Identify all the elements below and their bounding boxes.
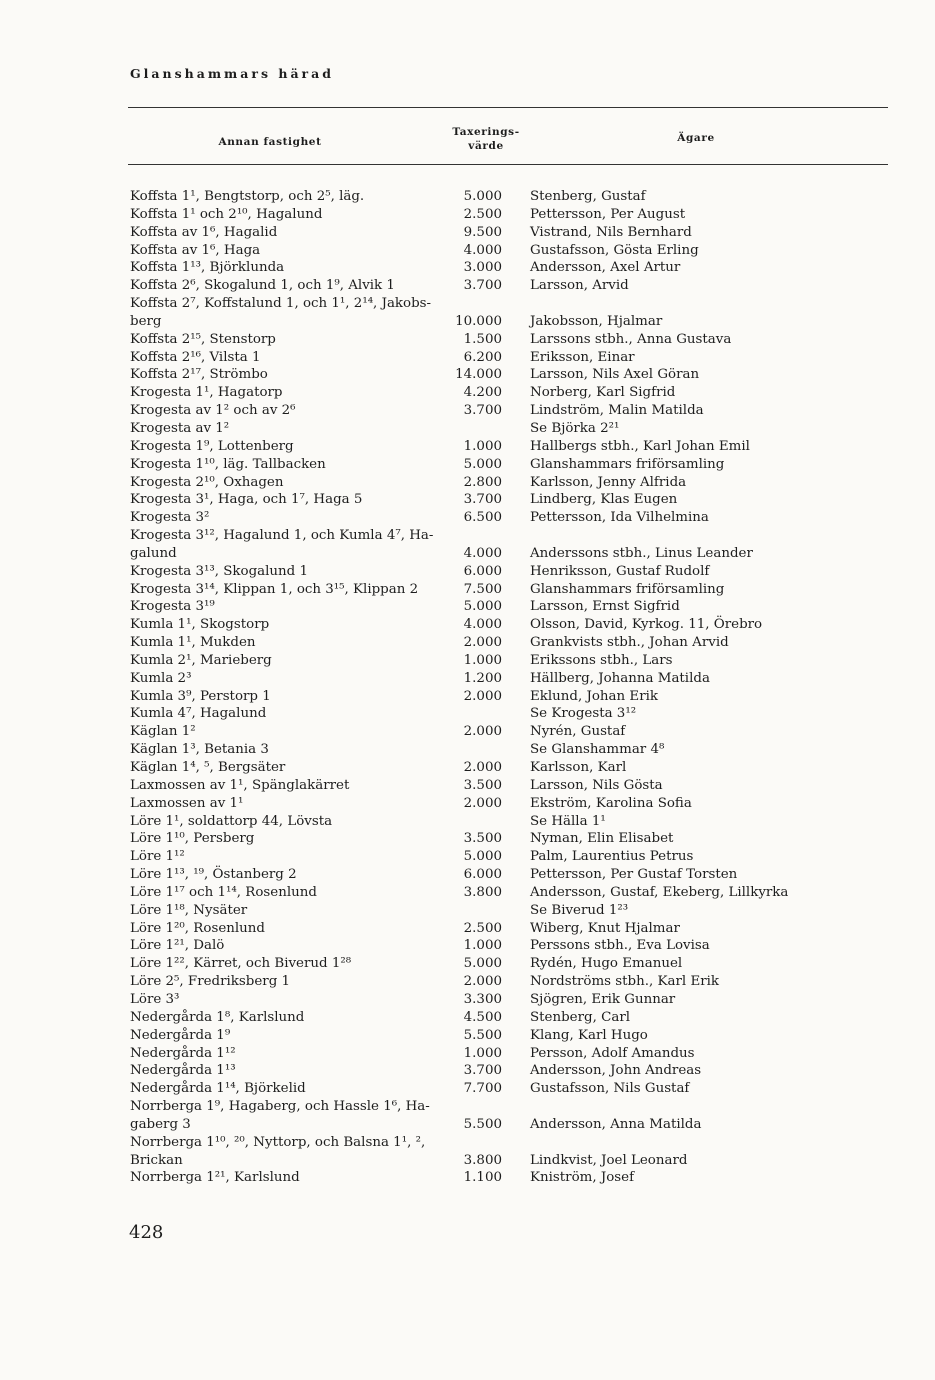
owner-cell: Stenberg, Carl (530, 1009, 630, 1025)
table-row (0, 973, 935, 991)
table-row (0, 813, 935, 831)
property-cell: Nedergårda 1⁸, Karlslund (130, 1009, 305, 1025)
property-cell: Löre 1¹³, ¹⁹, Östanberg 2 (130, 867, 297, 883)
value-cell: 1.000 (463, 652, 502, 668)
property-cell: Kumla 2¹, Marieberg (130, 652, 272, 668)
table-row (0, 545, 935, 563)
value-cell: 1.100 (463, 1170, 502, 1186)
property-cell: Krogesta 2¹⁰, Oxhagen (130, 474, 284, 490)
owner-cell: Larsson, Arvid (530, 278, 629, 294)
value-cell: 1.200 (463, 670, 502, 686)
property-cell: Koffsta 2¹⁷, Strömbo (130, 367, 268, 383)
value-cell: 6.000 (463, 867, 502, 883)
table-row (0, 795, 935, 813)
table-row (0, 259, 935, 277)
value-cell: 3.500 (463, 777, 502, 793)
owner-cell: Nyman, Elin Elisabet (530, 831, 674, 847)
value-cell: 5.000 (463, 956, 502, 972)
owner-cell: Jakobsson, Hjalmar (530, 313, 663, 329)
value-cell: 4.200 (463, 385, 502, 401)
owner-cell: Se Hälla 1¹ (530, 813, 606, 829)
property-cell: Koffsta av 1⁶, Hagalid (130, 224, 278, 240)
property-cell: Laxmossen av 1¹, Spänglakärret (130, 777, 350, 793)
owner-cell: Glanshammars friförsamling (530, 581, 725, 597)
owner-cell: Vistrand, Nils Bernhard (530, 224, 692, 240)
table-row (0, 188, 935, 206)
value-cell: 5.500 (463, 1116, 502, 1132)
table-row (0, 1027, 935, 1045)
value-cell: 4.000 (463, 617, 502, 633)
table-row (0, 456, 935, 474)
owner-cell: Erikssons stbh., Lars (530, 652, 673, 668)
value-cell: 3.700 (463, 1063, 502, 1079)
table-row (0, 224, 935, 242)
table-row (0, 366, 935, 384)
table-row (0, 509, 935, 527)
table-row (0, 1152, 935, 1170)
value-cell: 5.500 (463, 1027, 502, 1043)
value-cell: 4.500 (463, 1009, 502, 1025)
value-cell: 4.000 (463, 545, 502, 561)
column-header-owner: Ägare (677, 132, 715, 144)
value-cell: 2.000 (463, 724, 502, 740)
property-cell: Krogesta 1¹⁰, läg. Tallbacken (130, 456, 326, 472)
value-cell: 3.800 (463, 1152, 502, 1168)
owner-cell: Andersson, John Andreas (530, 1063, 702, 1079)
table-row (0, 242, 935, 260)
table-row (0, 670, 935, 688)
table-row (0, 848, 935, 866)
owner-cell: Sjögren, Erik Gunnar (530, 991, 676, 1007)
table-row (0, 581, 935, 599)
property-cell: Kumla 3⁹, Perstorp 1 (130, 688, 271, 704)
owner-cell: Karlsson, Karl (530, 760, 627, 775)
value-cell: 6.200 (463, 349, 502, 365)
owner-cell: Gustafsson, Gösta Erling (530, 242, 699, 258)
header-rule-bottom (128, 164, 888, 165)
owner-cell: Palm, Laurentius Petrus (530, 849, 694, 865)
table-row (0, 991, 935, 1009)
table-row (0, 1045, 935, 1063)
table-row (0, 1080, 935, 1098)
property-cell: Laxmossen av 1¹ (130, 795, 244, 811)
property-cell: Löre 1²⁰, Rosenlund (130, 920, 265, 936)
owner-cell: Nyrén, Gustaf (530, 724, 626, 740)
property-cell: Löre 1¹⁰, Persberg (130, 831, 255, 847)
property-cell: Käglan 1⁴, ⁵, Bergsäter (130, 760, 286, 775)
table-row (0, 206, 935, 224)
table-row (0, 777, 935, 795)
property-cell: gaberg 3 (130, 1116, 191, 1132)
table-row (0, 1098, 935, 1116)
table-row (0, 1134, 935, 1152)
owner-cell: Nordströms stbh., Karl Erik (530, 974, 720, 990)
property-cell: Kumla 1¹, Mukden (130, 635, 256, 651)
owner-cell: Pettersson, Per August (530, 206, 686, 222)
column-header-value-line1: Taxerings- (452, 126, 520, 138)
table-row (0, 295, 935, 313)
property-cell: Koffsta 2¹⁶, Vilsta 1 (130, 349, 261, 365)
value-cell: 1.000 (463, 1045, 502, 1061)
table-row (0, 563, 935, 581)
property-cell: Nedergårda 1¹³ (130, 1063, 236, 1079)
owner-cell: Pettersson, Ida Vilhelmina (530, 510, 709, 526)
header-rule-top (128, 107, 888, 108)
value-cell: 1.500 (463, 331, 502, 347)
property-table (0, 188, 935, 1187)
owner-cell: Gustafsson, Nils Gustaf (530, 1081, 690, 1097)
owner-cell: Larsson, Nils Gösta (530, 777, 663, 793)
owner-cell: Stenberg, Gustaf (530, 189, 646, 204)
value-cell: 3.500 (463, 831, 502, 847)
value-cell: 4.000 (463, 242, 502, 258)
value-cell: 3.300 (463, 991, 502, 1007)
property-cell: Nedergårda 1⁹ (130, 1027, 231, 1043)
property-cell: Löre 1¹⁸, Nysäter (130, 902, 248, 918)
owner-cell: Persson, Adolf Amandus (530, 1045, 695, 1061)
owner-cell: Se Glanshammar 4⁸ (530, 742, 665, 758)
property-cell: Käglan 1³, Betania 3 (130, 742, 269, 758)
table-row (0, 349, 935, 367)
table-row (0, 402, 935, 420)
owner-cell: Perssons stbh., Eva Lovisa (530, 938, 710, 954)
running-head: Glanshammars härad (130, 66, 334, 81)
value-cell: 2.000 (463, 635, 502, 651)
value-cell: 7.700 (463, 1081, 502, 1097)
owner-cell: Klang, Karl Hugo (530, 1027, 648, 1043)
value-cell: 5.000 (463, 189, 502, 204)
table-row (0, 866, 935, 884)
owner-cell: Larssons stbh., Anna Gustava (530, 331, 732, 347)
owner-cell: Se Björka 2²¹ (530, 420, 620, 436)
value-cell: 5.000 (463, 456, 502, 472)
table-row (0, 830, 935, 848)
property-cell: Nedergårda 1¹⁴, Björkelid (130, 1081, 306, 1097)
owner-cell: Norberg, Karl Sigfrid (530, 385, 676, 401)
table-row (0, 331, 935, 349)
table-row (0, 937, 935, 955)
property-cell: Krogesta 1⁹, Lottenberg (130, 438, 294, 454)
value-cell: 3.000 (463, 260, 502, 276)
table-row (0, 902, 935, 920)
value-cell: 3.700 (463, 403, 502, 419)
property-cell: Krogesta 3² (130, 510, 210, 526)
table-row (0, 723, 935, 741)
table-row (0, 420, 935, 438)
property-cell: Krogesta av 1² och av 2⁶ (130, 403, 296, 419)
owner-cell: Rydén, Hugo Emanuel (530, 956, 683, 972)
owner-cell: Eklund, Johan Erik (530, 688, 658, 704)
owner-cell: Larsson, Nils Axel Göran (530, 367, 700, 383)
value-cell: 5.000 (463, 599, 502, 615)
property-cell: galund (130, 545, 177, 561)
page-number: 428 (129, 1222, 164, 1243)
owner-cell: Andersson, Anna Matilda (530, 1116, 702, 1132)
property-cell: Löre 1¹⁷ och 1¹⁴, Rosenlund (130, 884, 317, 900)
table-row (0, 474, 935, 492)
value-cell: 2.000 (463, 974, 502, 990)
table-row (0, 634, 935, 652)
property-cell: Koffsta 1¹ och 2¹⁰, Hagalund (130, 206, 323, 222)
table-row (0, 438, 935, 456)
property-cell: berg (130, 313, 162, 329)
value-cell: 1.000 (463, 438, 502, 454)
value-cell: 6.000 (463, 563, 502, 579)
table-row (0, 1169, 935, 1187)
owner-cell: Henriksson, Gustaf Rudolf (530, 563, 710, 579)
property-cell: Käglan 1² (130, 724, 196, 740)
value-cell: 3.800 (463, 884, 502, 900)
property-cell: Norrberga 1⁹, Hagaberg, och Hassle 1⁶, Ha- (130, 1099, 430, 1115)
owner-cell: Larsson, Ernst Sigfrid (530, 599, 680, 615)
property-cell: Kumla 1¹, Skogstorp (130, 617, 270, 633)
table-row (0, 688, 935, 706)
property-cell: Krogesta 3¹³, Skogalund 1 (130, 563, 309, 579)
property-cell: Löre 1¹² (130, 849, 185, 865)
property-cell: Löre 3³ (130, 991, 180, 1007)
table-row (0, 920, 935, 938)
owner-cell: Hällberg, Johanna Matilda (530, 670, 710, 686)
column-header-property: Annan fastighet (218, 136, 322, 148)
table-row (0, 652, 935, 670)
table-row (0, 527, 935, 545)
table-row (0, 741, 935, 759)
owner-cell: Lindkvist, Joel Leonard (530, 1152, 688, 1168)
table-row (0, 598, 935, 616)
table-row (0, 884, 935, 902)
value-cell: 9.500 (463, 224, 502, 240)
property-cell: Koffsta 2⁶, Skogalund 1, och 1⁹, Alvik 1 (130, 278, 395, 294)
table-row (0, 1062, 935, 1080)
table-row (0, 1009, 935, 1027)
column-header-value-line2: värde (468, 140, 504, 152)
property-cell: Krogesta 1¹, Hagatorp (130, 385, 283, 401)
property-cell: Krogesta 3¹, Haga, och 1⁷, Haga 5 (130, 492, 363, 508)
table-row (0, 616, 935, 634)
owner-cell: Eriksson, Einar (530, 349, 635, 365)
owner-cell: Glanshammars friförsamling (530, 456, 725, 472)
table-row (0, 313, 935, 331)
property-cell: Koffsta 1¹, Bengtstorp, och 2⁵, läg. (130, 189, 365, 204)
owner-cell: Grankvists stbh., Johan Arvid (530, 635, 729, 651)
value-cell: 1.000 (463, 938, 502, 954)
value-cell: 2.000 (463, 795, 502, 811)
property-cell: Norrberga 1²¹, Karlslund (130, 1170, 300, 1186)
property-cell: Krogesta 3¹⁹ (130, 599, 215, 615)
table-row (0, 1116, 935, 1134)
property-cell: Nedergårda 1¹² (130, 1045, 236, 1061)
owner-cell: Lindberg, Klas Eugen (530, 492, 678, 508)
owner-cell: Pettersson, Per Gustaf Torsten (530, 867, 738, 883)
owner-cell: Kniström, Josef (530, 1170, 635, 1186)
value-cell: 2.500 (463, 920, 502, 936)
value-cell: 5.000 (463, 849, 502, 865)
value-cell: 10.000 (455, 313, 502, 329)
property-cell: Löre 1²¹, Dalö (130, 938, 225, 954)
property-cell: Norrberga 1¹⁰, ²⁰, Nyttorp, och Balsna 1¹, ², (130, 1134, 426, 1150)
owner-cell: Karlsson, Jenny Alfrida (530, 474, 687, 490)
property-cell: Koffsta 2⁷, Koffstalund 1, och 1¹, 2¹⁴, Jakobs- (130, 296, 432, 312)
owner-cell: Ekström, Karolina Sofia (530, 795, 692, 811)
owner-cell: Andersson, Gustaf, Ekeberg, Lillkyrka (530, 884, 789, 900)
property-cell: Löre 1¹, soldattorp 44, Lövsta (130, 813, 333, 829)
property-cell: Krogesta 3¹², Hagalund 1, och Kumla 4⁷, Ha- (130, 528, 434, 544)
owner-cell: Hallbergs stbh., Karl Johan Emil (530, 438, 750, 454)
value-cell: 2.000 (463, 760, 502, 775)
table-row (0, 955, 935, 973)
owner-cell: Se Biverud 1²³ (530, 902, 629, 918)
property-cell: Koffsta av 1⁶, Haga (130, 242, 261, 258)
value-cell: 3.700 (463, 278, 502, 294)
table-row (0, 491, 935, 509)
property-cell: Krogesta av 1² (130, 420, 230, 436)
value-cell: 14.000 (455, 367, 502, 383)
property-cell: Krogesta 3¹⁴, Klippan 1, och 3¹⁵, Klippan 2 (130, 581, 419, 597)
owner-cell: Olsson, David, Kyrkog. 11, Örebro (530, 617, 763, 633)
table-row (0, 759, 935, 777)
value-cell: 6.500 (463, 510, 502, 526)
property-cell: Löre 1²², Kärret, och Biverud 1²⁸ (130, 956, 352, 972)
property-cell: Koffsta 2¹⁵, Stenstorp (130, 331, 276, 347)
owner-cell: Lindström, Malin Matilda (530, 403, 704, 419)
owner-cell: Se Krogesta 3¹² (530, 706, 637, 722)
property-cell: Löre 2⁵, Fredriksberg 1 (130, 974, 291, 990)
table-row (0, 277, 935, 295)
property-cell: Kumla 4⁷, Hagalund (130, 706, 267, 722)
owner-cell: Andersson, Axel Artur (530, 260, 681, 276)
property-cell: Brickan (130, 1152, 183, 1168)
property-cell: Kumla 2³ (130, 670, 192, 686)
value-cell: 2.800 (463, 474, 502, 490)
value-cell: 3.700 (463, 492, 502, 508)
owner-cell: Wiberg, Knut Hjalmar (530, 920, 680, 936)
value-cell: 2.000 (463, 688, 502, 704)
column-header-value (440, 125, 532, 153)
value-cell: 7.500 (463, 581, 502, 597)
owner-cell: Anderssons stbh., Linus Leander (530, 545, 753, 561)
property-cell: Koffsta 1¹³, Björklunda (130, 260, 285, 276)
table-row (0, 384, 935, 402)
value-cell: 2.500 (463, 206, 502, 222)
table-row (0, 705, 935, 723)
